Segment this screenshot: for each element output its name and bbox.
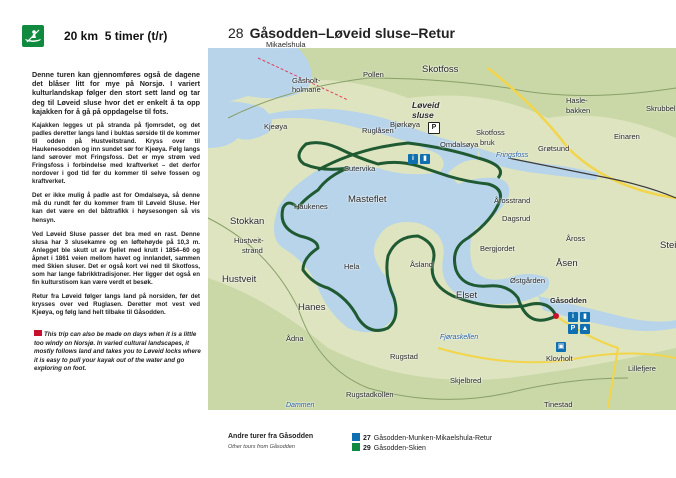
map-label-mikaelshula: Mikaelshula: [266, 40, 306, 49]
map-label-arosstrand: Årosstrand: [494, 196, 531, 205]
bus-icon: ▣: [557, 343, 565, 350]
map-label-gasholt: Gåsholt-: [292, 76, 321, 85]
map-label-sutervika: Sutervika: [344, 164, 376, 173]
map-label-gretsund: Grøtsund: [538, 144, 570, 153]
route-number: 28: [228, 25, 244, 41]
map-label-hela: Hela: [344, 262, 360, 271]
map-label-bjorkoya: Bjørkøya: [390, 120, 420, 129]
other-route-name: Gåsodden-Munken-Mikaelshula-Retur: [373, 435, 493, 442]
map-label-sluse: sluse: [412, 110, 434, 120]
map-label-skrubbe: Skrubbel: [646, 104, 676, 113]
other-route-29[interactable]: [352, 443, 426, 452]
other-route-27[interactable]: [352, 433, 492, 442]
map-label-skjelbred: Skjelbred: [450, 376, 482, 385]
map-label-hanes: Hanes: [298, 302, 326, 313]
map-label-bergjordet: Bergjordet: [480, 244, 515, 253]
parking-icon-gasodden: P: [568, 324, 578, 334]
route-name: Gåsodden–Løveid sluse–Retur: [249, 25, 455, 41]
map-label-hasle: Hasle-: [566, 96, 588, 105]
parking-icon: P: [428, 122, 440, 134]
map-label-bakken: bakken: [566, 106, 591, 115]
map-label-pollen: Pollen: [363, 70, 384, 79]
map-label-fringsfoss: Fringsfoss: [496, 152, 529, 159]
map-label-kjeoya: Kjeøya: [264, 122, 288, 131]
distance: 20 km: [64, 29, 99, 43]
info-icon-gasodden: i: [568, 312, 578, 322]
map-label-adna: Ådna: [286, 334, 304, 343]
other-route-number: 29: [363, 445, 371, 452]
map-label-skotfoss-bruk1: Skotfoss: [476, 128, 505, 137]
toilet-icon: ▮: [420, 154, 430, 164]
map-label-skotfoss: Skotfoss: [422, 64, 459, 75]
map-label-klovholt: Klovholt: [546, 354, 573, 363]
map-label-dammen: Dammen: [286, 402, 315, 409]
map-label-loveid: Løveid: [412, 100, 440, 110]
paragraph-4: Retur fra Løveid følger langs land på norsiden, før det krysses over ved Ruglasen. Deretter mot vest ved Kjeøya, og følg land helt tilbake til Gåsodden.: [32, 292, 200, 316]
map-label-asland: Åsland: [410, 260, 433, 269]
map-graphic: [208, 48, 676, 410]
map-label-omdalsoya: Omdalsøya: [440, 140, 479, 149]
toilet-icon-gasodden: ▮: [580, 312, 590, 322]
left-header: [0, 0, 208, 62]
english-summary: [34, 330, 202, 374]
canoe-icon: [22, 25, 44, 47]
map-label-haukenes: Haukenes: [294, 202, 328, 211]
lead-paragraph: Denne turen kan gjennomføres også de dagene det blåser litt for mye på Norsjø. I variert kulturlandskap følger den stort sett land og tar deg til Løveid sluse hvor det er enkelt å ta opp kajakken for å gå på oppdagelse til fots.: [32, 70, 200, 116]
map-label-rugstad: Rugstad: [390, 352, 418, 361]
paragraph-3: Ved Løveid Sluse passer det bra med en rast. Denne slusa har 3 slusekamre og en løftehøyde på 10,3 m. Anlegget ble skutt ut av fjellet med krutt i 1854–60 og åpnet i 1861 veien mellom havet og innlandet, sammen med Skien sluser. Det er også kort vei ned til Skotfoss, som har lange fabrikktradisjoner. Her ligger det også en fin kulturstisom kan være verdt et besøk.: [32, 230, 200, 286]
route-title: [228, 25, 455, 41]
map-label-stokkan: Stokkan: [230, 216, 265, 227]
map-label-aross: Åross: [566, 234, 586, 243]
info-icon: i: [408, 154, 418, 164]
camping-icon: ▲: [581, 325, 589, 332]
canoe-route-icon: [352, 443, 360, 451]
map-label-ostgarden: Østgården: [510, 276, 546, 285]
other-route-name: Gåsodden-Skien: [373, 445, 426, 452]
map-label-asen: Åsen: [556, 258, 578, 269]
english-text: This trip can also be made on days when it is a little too windy on Norsjø. In varied cultural landscapes, it mostly follows land and takes you to Løveid locks where it is easy to pull your kayak out of the water and go exploring on foot.: [34, 331, 201, 373]
map-label-dagsrud: Dagsrud: [502, 214, 531, 223]
map-label-stei: Stei: [660, 240, 676, 251]
map-label-masteflet: Masteflet: [348, 194, 387, 205]
duration: 5 timer (t/r): [104, 29, 168, 43]
map-label-hustveit: Hustveit: [222, 274, 257, 285]
paragraph-1: Kajakken legges ut på stranda på fjomrsdet, og det padles deretter langs land i buktas sørside til de kommer til odden på Hustveitstrand. Kryss over til Haukenesodden og inn sundet sør for Kjeøya. Følg langs land sørover mot Fringsfoss. Det er mye strøm ved Fringsfoss i forbindelse med kraftverket – det derfor nordover i god tid før du kommer til selve fossen og kraftverket.: [32, 122, 200, 186]
map-label-skotfoss-bruk2: bruk: [480, 138, 495, 147]
map-label-hustveit-strand2: strand: [242, 246, 263, 255]
map-label-rugstadkollen: Rugstadkollen: [346, 390, 394, 399]
route-description: [32, 70, 200, 323]
map-label-gasodden: Gåsodden: [550, 296, 587, 305]
other-tours-subtitle: Other tours from Gåsodden: [228, 444, 295, 450]
route-map: [208, 40, 676, 410]
hiking-route-icon: [352, 433, 360, 441]
route-distance-time: [64, 29, 167, 43]
paragraph-2: Det er ikke mulig å padle ast for Omdalsøya, så denne må du rundt før du kommer fram til Løveid Sluse. Her kan det være en del båttrafikk i høysesongen så vis hensyn.: [32, 192, 200, 224]
map-label-ruglasen: Ruglåsen: [362, 126, 394, 135]
map-label-hustveit-strand1: Hustveit-: [234, 236, 264, 245]
map-label-tinestad: Tinestad: [544, 400, 573, 409]
map-label-einaren: Einaren: [614, 132, 640, 141]
map-label-elset: Elset: [456, 290, 478, 301]
map-label-lillefjere: Lillefjere: [628, 364, 656, 373]
other-route-number: 27: [363, 435, 371, 442]
map-label-holmane: holmane: [292, 85, 321, 94]
map-label-fjoraskellen: Fjøraskellen: [440, 334, 479, 341]
uk-flag-icon: [34, 330, 42, 336]
other-tours-title: Andre turer fra Gåsodden: [228, 433, 314, 440]
